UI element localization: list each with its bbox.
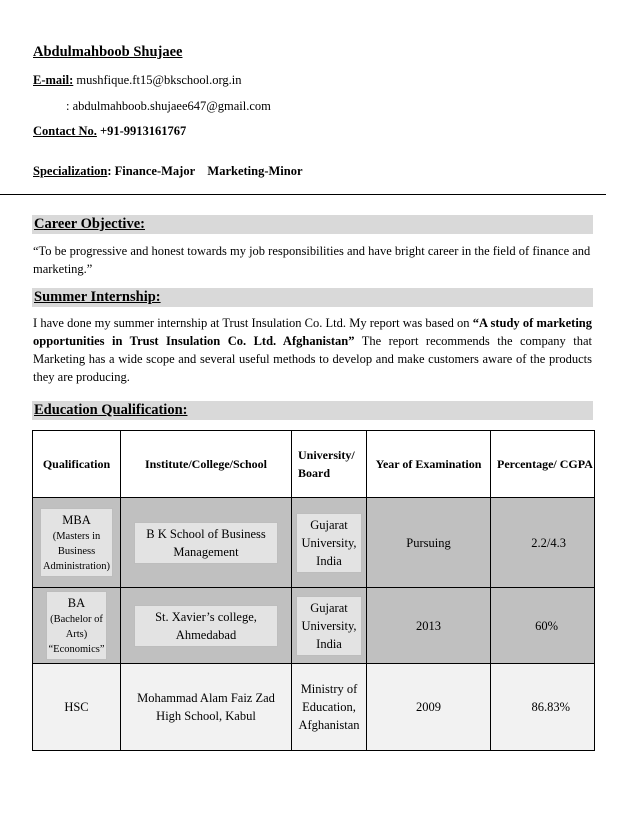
col-qualification: Qualification bbox=[33, 431, 121, 498]
email-line-1 bbox=[33, 73, 242, 88]
contact-label: Contact No. bbox=[33, 124, 97, 138]
candidate-name: Abdulmahboob Shujaee bbox=[33, 44, 183, 60]
specialization-line bbox=[33, 164, 303, 179]
internship-heading: Summer Internship: bbox=[32, 288, 593, 307]
col-institute: Institute/College/School bbox=[121, 431, 292, 498]
email-primary: mushfique.ft15@bkschool.org.in bbox=[76, 73, 242, 87]
score-cell: 86.83% bbox=[491, 664, 595, 751]
board-cell: Ministry of Education, Afghanistan bbox=[292, 664, 367, 751]
board-cell: Gujarat University, India bbox=[292, 588, 367, 664]
col-year: Year of Examination bbox=[367, 431, 491, 498]
email-secondary: : abdulmahboob.shujaee647@gmail.com bbox=[66, 99, 271, 113]
contact-value: +91-9913161767 bbox=[100, 124, 187, 138]
table-row bbox=[33, 588, 595, 664]
specialization-value: : Finance-Major Marketing-Minor bbox=[107, 164, 303, 178]
qualification-cell: BA (Bachelor of Arts) “Economics” bbox=[33, 588, 121, 664]
board-cell: Gujarat University, India bbox=[292, 498, 367, 588]
email-label: E-mail: bbox=[33, 73, 74, 87]
specialization-label: Specialization bbox=[33, 164, 108, 178]
score-cell: 60% bbox=[491, 588, 595, 664]
career-heading: Career Objective: bbox=[32, 215, 593, 234]
education-heading: Education Qualification: bbox=[32, 401, 593, 420]
internship-text: I have done my summer internship at Trust Insulation Co. Ltd. My report was based on “A study of marketing opportunities in Trust Insulation Co. Ltd. Afghanistan” The report recommends the company that Marketing has a wide scope and several useful methods to develop and make customers aware of the products they are producing. bbox=[33, 316, 592, 384]
institute-cell: B K School of Business Management bbox=[121, 498, 292, 588]
score-cell: 2.2/4.3 bbox=[491, 498, 595, 588]
qualification-cell: MBA (Masters in Business Administration) bbox=[33, 498, 121, 588]
year-cell: 2009 bbox=[367, 664, 491, 751]
col-score: Percentage/ CGPA bbox=[491, 431, 595, 498]
header-divider bbox=[0, 194, 606, 195]
table-header-row bbox=[33, 431, 595, 498]
contact-line bbox=[33, 124, 186, 139]
table-row bbox=[33, 498, 595, 588]
education-table bbox=[32, 430, 595, 751]
year-cell: Pursuing bbox=[367, 498, 491, 588]
table-row bbox=[33, 664, 595, 751]
col-board: University/ Board bbox=[292, 431, 367, 498]
institute-cell: St. Xavier’s college, Ahmedabad bbox=[121, 588, 292, 664]
career-text: “To be progressive and honest towards my job responsibilities and have bright career in the field of finance and marketing.” bbox=[33, 244, 591, 276]
year-cell: 2013 bbox=[367, 588, 491, 664]
qualification-cell: HSC bbox=[33, 664, 121, 751]
institute-cell: Mohammad Alam Faiz Zad High School, Kabul bbox=[121, 664, 292, 751]
